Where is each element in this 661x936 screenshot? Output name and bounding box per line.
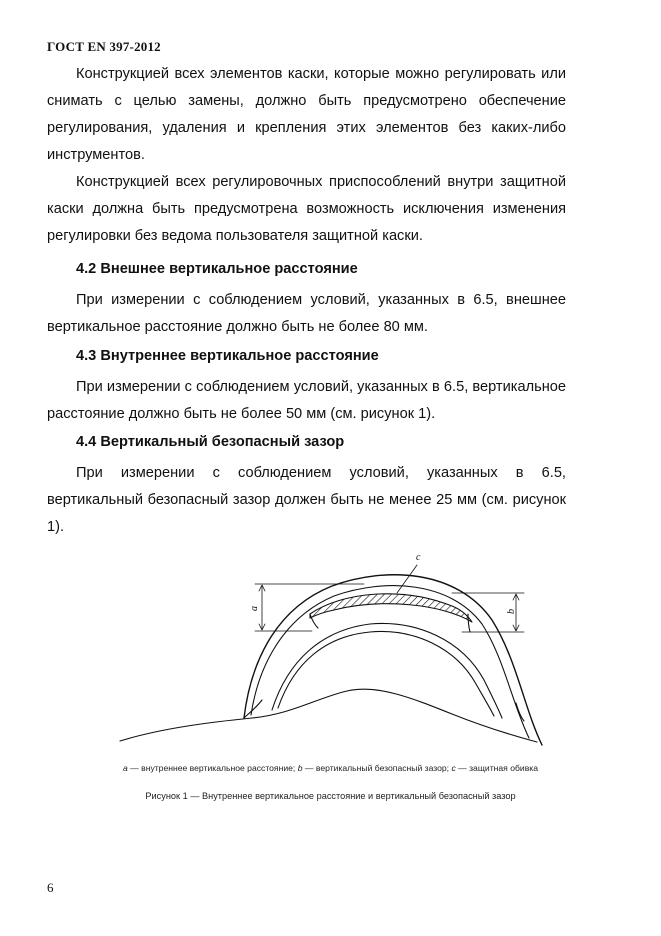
document-header: ГОСТ EN 397-2012 (47, 39, 161, 54)
legend-key-b: b (297, 763, 303, 773)
section-4-2-title: 4.2 Внешнее вертикальное расстояние (76, 261, 358, 277)
legend-key-c: c (451, 763, 456, 773)
section-4-3 (47, 343, 566, 428)
label-a: a (249, 606, 260, 611)
section-4-3-title: 4.3 Внутреннее вертикальное расстояние (76, 348, 379, 364)
figure-legend (0, 763, 661, 773)
section-4-3-text: При измерении с соблюдением условий, указанных в 6.5, вертикальное расстояние должно быть не более 50 мм (см. рисунок 1). (47, 379, 566, 422)
head-contour-line (120, 689, 537, 742)
figure-caption: Рисунок 1 — Внутреннее вертикальное расстояние и вертикальный безопасный зазор (145, 791, 516, 801)
helmet-cross-section-figure (112, 548, 552, 758)
helmet-inner-shell (251, 586, 529, 738)
section-4-4 (47, 429, 566, 541)
leader-c (397, 565, 417, 593)
section-4-1-text (47, 61, 566, 250)
paragraph-adjustment-protection: Конструкцией всех регулировочных приспособлений внутри защитной каски должна быть предусмотрена возможность исключения изменения регулировки без ведома пользователя защитной каски. (47, 174, 566, 244)
helmet-right-rim (516, 703, 524, 721)
paragraph-adjustment-tools: Конструкцией всех элементов каски, которые можно регулировать или снимать с целью замены, должно быть предусмотрено обеспечение регулирования, удаления и крепления этих элементов без каких-либо инструментов. (47, 66, 566, 163)
label-c: c (416, 552, 421, 563)
legend-text-c: — защитная обивка (455, 763, 539, 773)
legend-text-b: — вертикальный безопасный зазор; (302, 763, 452, 773)
section-4-4-title: 4.4 Вертикальный безопасный зазор (76, 434, 345, 450)
section-4-2 (47, 256, 566, 341)
padding-right-end (468, 614, 470, 632)
section-4-2-text: При измерении с соблюдением условий, указанных в 6.5, внешнее вертикальное расстояние должно быть не более 80 мм. (47, 292, 566, 335)
legend-text-a: — внутреннее вертикальное расстояние; (127, 763, 298, 773)
page-number: 6 (47, 880, 54, 895)
section-4-4-text: При измерении с соблюдением условий, указанных в 6.5, вертикальный безопасный зазор должен быть не менее 25 мм (см. рисунок 1). (47, 465, 566, 535)
protective-padding (310, 594, 472, 622)
legend-key-a: a (122, 763, 128, 773)
label-b: b (506, 609, 517, 614)
